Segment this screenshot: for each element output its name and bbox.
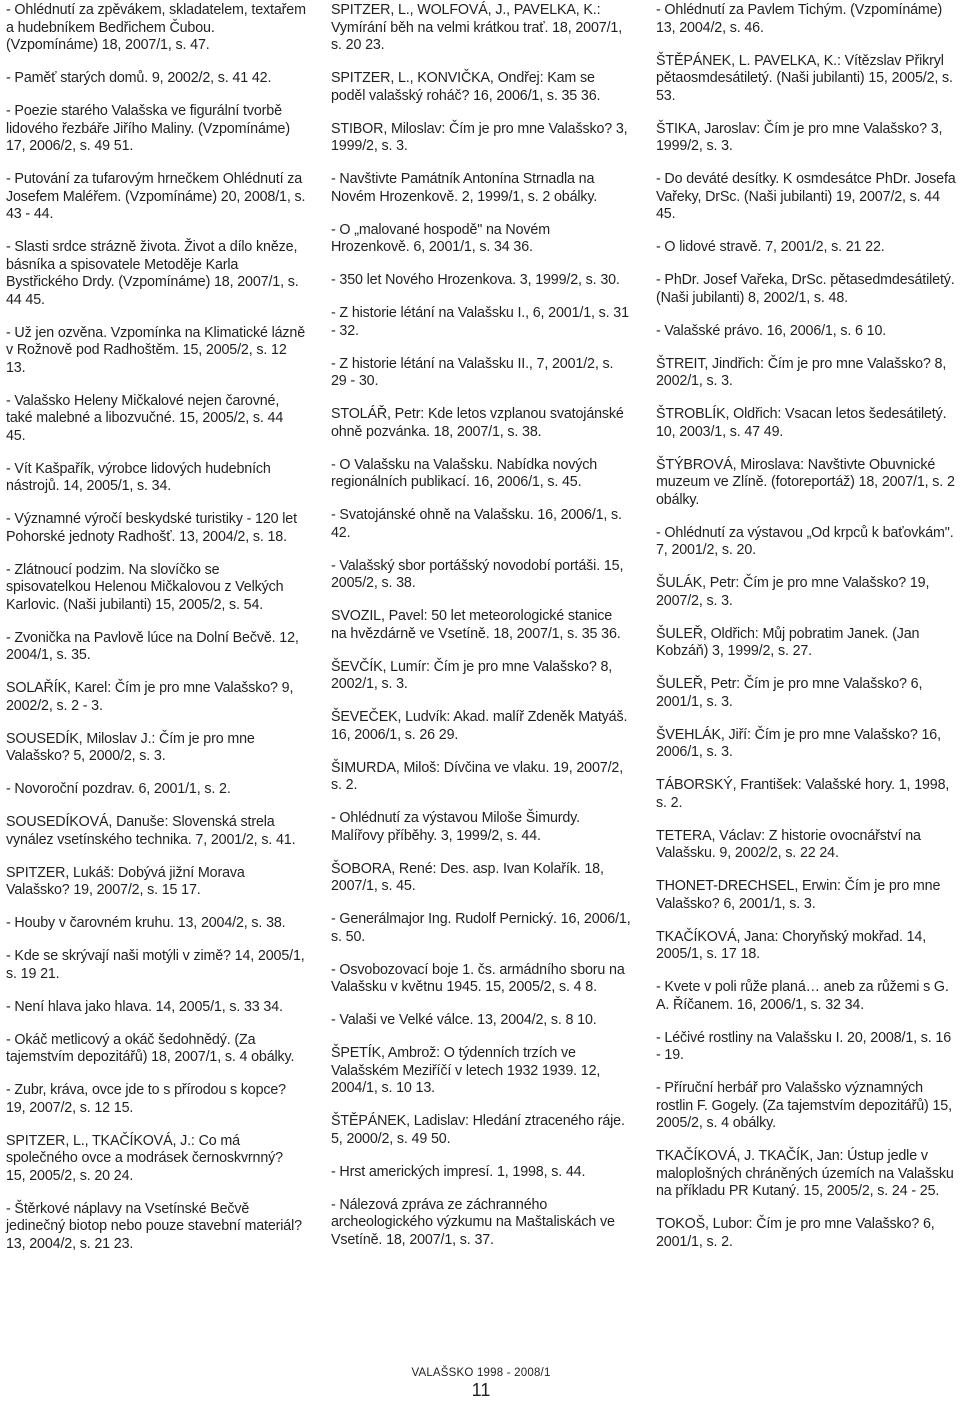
index-entry: - Ohlédnutí za Pavlem Tichým. (Vzpomínáme) 13, 2004/2, s. 46. [656,2,943,36]
index-entry: ŠEVEČEK, Ludvík: Akad. malíř Zdeněk Matyáš. 16, 2006/1, s. 26 29. [331,709,628,743]
index-entry: SPITZER, L., TKAČÍKOVÁ, J.: Co má společného ovce a modrásek černoskvrnný? 15, 2005/2, s. 20 24. [6,1132,283,1184]
index-entry: THONET-DRECHSEL, Erwin: Čím je pro mne Valašsko? 6, 2001/1, s. 3. [656,878,941,912]
page-number: 11 [471,1380,491,1400]
index-entry: SPITZER, L., KONVIČKA, Ondřej: Kam se poděl valašský roháč? 16, 2006/1, s. 35 36. [331,70,601,104]
index-entry: - Ohlédnutí za výstavou „Od krpců k baťovkám". 7, 2001/2, s. 20. [656,524,954,558]
index-entry: - Houby v čarovném kruhu. 13, 2004/2, s. 38. [6,915,286,931]
index-entry: - Poezie starého Valašska ve figurální tvorbě lidového řezbáře Jiřího Maliny. (Vzpomínáme) 17, 2006/2, s. 49 51. [6,103,290,154]
index-entry: ŠPETÍK, Ambrož: O týdenních trzích ve Valašském Meziříčí v letech 1932 1939. 12, 2004/1, s. 10 13. [331,1045,601,1096]
index-entry: TKAČÍKOVÁ, J. TKAČÍK, Jan: Ústup jedle v maloplošných chráněných územích na Valašsku na příkladu PR Kutaný. 15, 2005/2, s. 24 - 25. [656,1148,954,1199]
index-entry: - Putování za tufarovým hrnečkem Ohlédnutí za Josefem Maléřem. (Vzpomínáme) 20, 2008/1, s. 43 - 44. [6,171,306,222]
index-entry: TETERA, Václav: Z historie ovocnářství na Valašsku. 9, 2002/2, s. 22 24. [656,827,921,861]
page-footer [331,1366,631,1400]
index-entry: ŠTĚPÁNEK, L. PAVELKA, K.: Vítězslav Přikryl pětaosmdesátiletý. (Naši jubilanti) 15, 2005/2, s. 53. [656,52,953,104]
index-entry: ŠOBORA, René: Des. asp. Ivan Kolařík. 18, 2007/1, s. 45. [331,860,604,894]
index-entry: - Vít Kašpařík, výrobce lidových hudebních nástrojů. 14, 2005/1, s. 34. [6,460,271,494]
index-entry: - Navštivte Památník Antonína Strnadla na Novém Hrozenkově. 2, 1999/1, s. 2 obálky. [331,171,598,205]
index-entry: - Z historie létání na Valašsku I., 6, 2001/1, s. 31 - 32. [331,305,629,339]
index-entry: - Už jen ozvěna. Vzpomínka na Klimatické lázně v Rožnově pod Radhoštěm. 15, 2005/2, s. 12 13. [6,324,306,376]
index-column-1 [6,2,306,1269]
index-entry: ŠULEŘ, Oldřich: Můj pobratim Janek. (Jan Kobzáň) 3, 1999/2, s. 27. [656,625,920,659]
index-entry: - Hrst amerických impresí. 1, 1998, s. 44. [331,1163,586,1180]
index-entry: - Novoroční pozdrav. 6, 2001/1, s. 2. [6,781,231,797]
index-entry: - Do deváté desítky. K osmdesátce PhDr. Josefa Vařeky, DrSc. (Naši jubilanti) 19, 2007/2, s. 44 45. [656,171,956,222]
index-entry: TKAČÍKOVÁ, Jana: Choryňský mokřad. 14, 2005/1, s. 17 18. [656,928,927,962]
index-entry: - Z historie létání na Valašsku II., 7, 2001/2, s. 29 - 30. [331,355,614,389]
index-entry: SOUSEDÍK, Miloslav J.: Čím je pro mne Valašsko? 5, 2000/2, s. 3. [6,730,255,764]
index-entry: - Štěrkové náplavy na Vsetínské Bečvě jedinečný biotop nebo pouze stavební materiál? 13, 2004/2, s. 21 23. [6,1200,302,1252]
index-entry: SVOZIL, Pavel: 50 let meteorologické stanice na hvězdárně ve Vsetíně. 18, 2007/1, s. 35 36. [331,608,621,642]
index-entry: - Zlátnoucí podzim. Na slovíčko se spisovatelkou Helenou Mičkalovou z Velkých Karlovic. (Naši jubilanti) 15, 2005/2, s. 54. [6,561,284,613]
index-entry: - Osvobozovací boje 1. čs. armádního sboru na Valašsku v květnu 1945. 15, 2005/2, s. 4 8. [331,961,625,995]
index-entry: - Není hlava jako hlava. 14, 2005/1, s. 33 34. [6,998,283,1015]
index-entry: ŠTIKA, Jaroslav: Čím je pro mne Valašsko? 3, 1999/2, s. 3. [656,120,943,154]
index-entry: - Valašsko Heleny Mičkalové nejen čarovné, také malebné a libozvučné. 15, 2005/2, s. 44 45. [6,392,284,444]
index-entry: - Ohlédnutí za zpěvákem, skladatelem, textařem a hudebníkem Bedřichem Čubou. (Vzpomínáme) 18, 2007/1, s. 47. [6,2,306,53]
index-entry: SOLAŘÍK, Karel: Čím je pro mne Valašsko? 9, 2002/2, s. 2 - 3. [6,680,294,714]
index-entry: ŠTROBLÍK, Oldřich: Vsacan letos šedesátiletý. 10, 2003/1, s. 47 49. [656,406,947,440]
index-entry: - 350 let Nového Hrozenkova. 3, 1999/2, s. 30. [331,272,620,288]
index-entry: - Valašský sbor portášský novodobí portáši. 15, 2005/2, s. 38. [331,557,624,591]
index-entry: TOKOŠ, Lubor: Čím je pro mne Valašsko? 6, 2001/1, s. 2. [656,1216,935,1250]
index-entry: - O Valašsku na Valašsku. Nabídka nových regionálních publikací. 16, 2006/1, s. 45. [331,456,598,490]
index-entry: SPITZER, L., WOLFOVÁ, J., PAVELKA, K.: Vymírání běh na velmi krátkou trať. 18, 2007/1, s. 20 23. [331,2,623,53]
index-entry: - O lidové stravě. 7, 2001/2, s. 21 22. [656,239,885,255]
index-entry: - Ohlédnutí za výstavou Miloše Šimurdy. Malířovy příběhy. 3, 1999/2, s. 44. [331,810,580,844]
index-entry: ŠTREIT, Jindřich: Čím je pro mne Valašsko? 8, 2002/1, s. 3. [656,355,947,389]
footer-title: VALAŠSKO 1998 - 2008/1 [411,1367,551,1379]
index-entry: ŠTÝBROVÁ, Miroslava: Navštivte Obuvnické muzeum ve Zlíně. (fotoreportáž) 18, 2007/1, s. 2 obálky. [656,456,955,508]
index-entry: - Léčivé rostliny na Valašsku I. 20, 2008/1, s. 16 - 19. [656,1029,952,1063]
index-entry: ŠULEŘ, Petr: Čím je pro mne Valašsko? 6, 2001/1, s. 3. [656,676,923,710]
index-column-3 [656,2,958,1267]
index-entry: - Kvete v poli růže planá… aneb za růžemi s G. A. Říčanem. 16, 2006/1, s. 32 34. [656,979,949,1013]
index-entry: - Generálmajor Ing. Rudolf Pernický. 16, 2006/1, s. 50. [331,911,631,945]
index-column-2 [331,2,631,1265]
index-entry: ŠVEHLÁK, Jiří: Čím je pro mne Valašsko? 16, 2006/1, s. 3. [656,726,941,760]
index-entry: - Zvonička na Pavlově lúce na Dolní Bečvě. 12, 2004/1, s. 35. [6,629,299,663]
index-entry: - O „malované hospodě" na Novém Hrozenkově. 6, 2001/1, s. 34 36. [331,221,550,255]
index-entry: - PhDr. Josef Vařeka, DrSc. pětasedmdesátiletý. (Naši jubilanti) 8, 2002/1, s. 48. [656,272,955,306]
index-entry: - Nálezová zpráva ze záchranného archeologického výzkumu na Maštaliskách ve Vsetíně. 18, 2007/1, s. 37. [331,1196,615,1248]
index-entry: ŠTĚPÁNEK, Ladislav: Hledání ztraceného ráje. 5, 2000/2, s. 49 50. [331,1113,625,1147]
index-entry: - Příruční herbář pro Valašsko významných rostlin F. Gogely. (Za tajemstvím depozitářů) 15, 2005/2, s. 4 obálky. [656,1080,952,1131]
index-entry: - Valašské právo. 16, 2006/1, s. 6 10. [656,322,887,339]
index-entry: STIBOR, Miloslav: Čím je pro mne Valašsko? 3, 1999/2, s. 3. [331,120,628,154]
index-entry: - Okáč metlicový a okáč šedohnědý. (Za tajemstvím depozitářů) 18, 2007/1, s. 4 obálky. [6,1031,295,1065]
index-entry: TÁBORSKÝ, František: Valašské hory. 1, 1998, s. 2. [656,777,950,811]
index-entry: - Valaši ve Velké válce. 13, 2004/2, s. 8 10. [331,1012,597,1028]
index-entry: SPITZER, Lukáš: Dobývá jižní Morava Valašsko? 19, 2007/2, s. 15 17. [6,864,245,898]
index-entry: STOLÁŘ, Petr: Kde letos vzplanou svatojánské ohně pozvánka. 18, 2007/1, s. 38. [331,406,624,440]
index-entry: - Kde se skrývají naši motýli v zimě? 14, 2005/1, s. 19 21. [6,948,305,982]
index-entry: ŠIMURDA, Miloš: Dívčina ve vlaku. 19, 2007/2, s. 2. [331,759,624,793]
index-entry: SOUSEDÍKOVÁ, Danuše: Slovenská strela vynález vsetínského technika. 7, 2001/2, s. 41. [6,814,296,848]
index-entry: - Svatojánské ohně na Valašsku. 16, 2006/1, s. 42. [331,507,622,541]
index-entry: - Slasti srdce strázně života. Život a dílo kněze, básníka a spisovatele Metoděje Karla Bystřického Drdy. (Vzpomínáme) 18, 2007/1, s. 44 45. [6,239,299,308]
index-entry: - Paměť starých domů. 9, 2002/2, s. 41 42. [6,70,272,86]
index-entry: ŠEVČÍK, Lumír: Čím je pro mne Valašsko? 8, 2002/1, s. 3. [331,658,613,692]
index-entry: - Zubr, kráva, ovce jde to s přírodou s kopce? 19, 2007/2, s. 12 15. [6,1082,286,1116]
index-entry: ŠULÁK, Petr: Čím je pro mne Valašsko? 19, 2007/2, s. 3. [656,575,930,609]
index-entry: - Významné výročí beskydské turistiky - 120 let Pohorské jednoty Radhošť. 13, 2004/2, s. 18. [6,511,297,545]
